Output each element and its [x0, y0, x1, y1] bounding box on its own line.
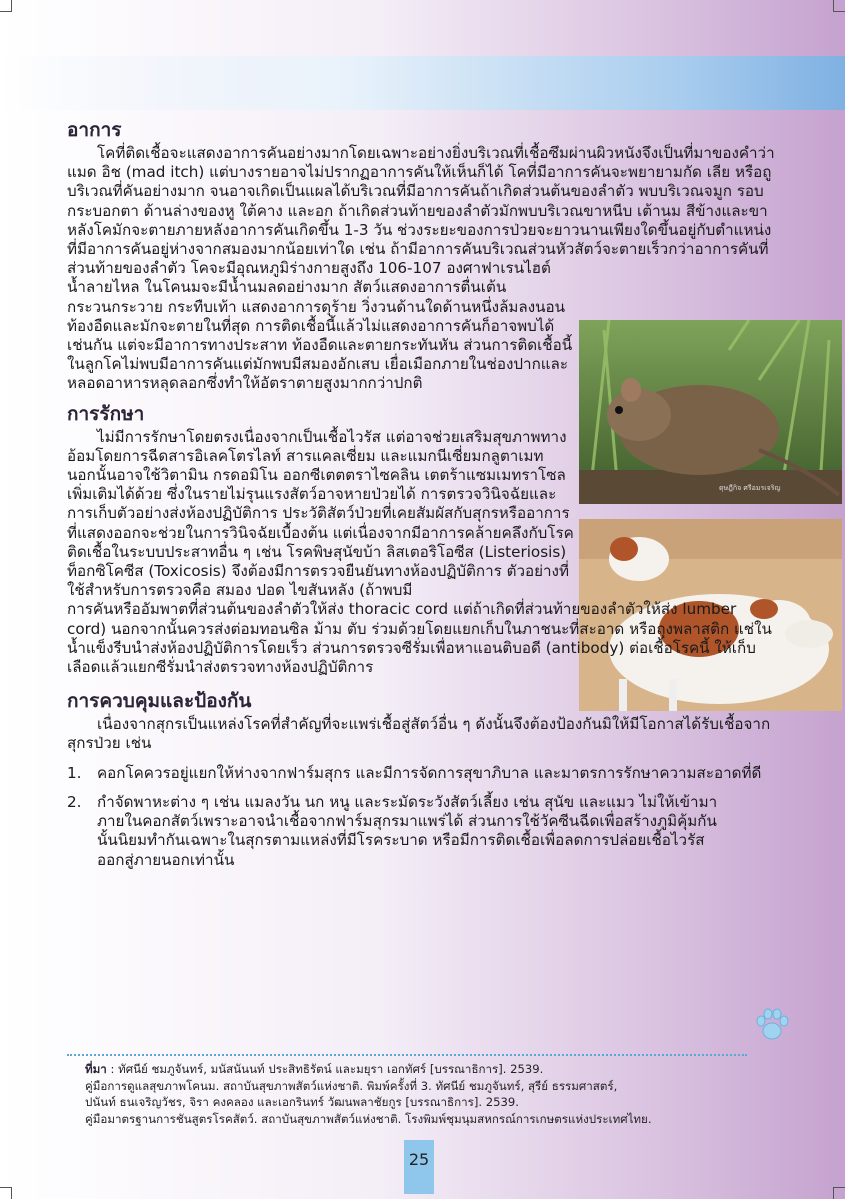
crop-mark [833, 11, 845, 12]
list-item [67, 764, 775, 783]
reference-line: ปนันท์ ธนเจริญวัชร, จิรา คงคลอง และเอกรินทร์ วัฒนพลาชัยกูร [บรรณาธิการ]. 2539. [85, 1095, 519, 1109]
crop-mark [0, 11, 12, 12]
page-number: 25 [404, 1140, 434, 1194]
page-content [67, 110, 775, 880]
symptoms-paragraph-2: น้ำลายไหล ในโคนมจะมีน้ำนมลดอย่างมาก สัตว์แสดงอาการตื่นเต้นกระวนกระวาย กระทืบเท้า แสดงอาการดุร้าย วิ่งวนด้านใดด้านหนึ่งล้มลงนอน ท้องอืดและมักจะตายในที่สุด การติดเชื้อนี้แล้วไม่แสดงอาการคันก็อาจพบได้เช่นกัน แต่จะมีอาการทางประสาท ท้องอืดและตายกระทันหัน ส่วนการติดเชื้อนี้ในลูกโคไม่พบมีอาการคันแต่มักพบมีสมองอักเสบ เยื่อเมือกภายในช่องปากและหลอดอาหารหลุดลอกซึ่งทำให้อัตราตายสูงมากกว่าปกติ [67, 278, 573, 393]
header-band [0, 56, 845, 110]
treatment-heading: การรักษา [67, 402, 145, 425]
list-item-number: 2. [67, 792, 82, 811]
references-divider [67, 1054, 747, 1056]
crop-mark [11, 1187, 12, 1199]
reference-line: คู่มือมาตรฐานการชันสูตรโรคสัตว์. สถาบันสุขภาพสัตว์แห่งชาติ. โรงพิมพ์ชุมนุมสหกรณ์การเกษตรแห่งประเทศไทย. [85, 1111, 652, 1126]
crop-mark [833, 1187, 845, 1188]
references-label: ที่มา [85, 1062, 107, 1076]
list-item-number: 1. [67, 763, 82, 782]
crop-mark [833, 1187, 834, 1199]
symptoms-paragraph-1: โคที่ติดเชื้อจะแสดงอาการคันอย่างมากโดยเฉพาะอย่างยิ่งบริเวณที่เชื้อซึมผ่านผิวหนังจึงเป็นที่มาของคำว่า แมด อิช (mad itch) แต่บางรายอาจไม่ปรากฏอาการคันให้เห็นก็ได้ โคที่มีอาการคันจะพยายามกัด เลีย หรือถูบริเวณที่คันอย่างมาก จนอาจเกิดเป็นแผลได้บริเวณที่มีอาการคันถ้าเกิดส่วนต้นของลำตัว พบบริเวณจมูก รอบกระบอกตา ด้านล่างของหู ใต้คาง และอก ถ้าเกิดส่วนท้ายของลำตัวมักพบบริเวณขาหนีบ เต้านม สีข้างและขาหลังโคมักจะตายภายหลังอาการคันเกิดขึ้น 1-3 วัน ช่วงระยะของการป่วยจะยาวนานเพียงใดขึ้นอยู่กับตำแหน่งที่มีอาการคันอยู่ห่างจากสมองมากน้อยเท่าใด เช่น ถ้ามีอาการคันบริเวณส่วนหัวสัตว์จะตายเร็วกว่าอาการคันที่ส่วนท้ายของลำตัว โคจะมีอุณหภูมิร่างกายสูงถึง 106-107 องศาฟาเรนไฮต์ [67, 144, 775, 278]
prevention-list [67, 764, 775, 870]
reference-line: : ทัศนีย์ ชมภูจันทร์, มนัสนันนท์ ประสิทธิรัตน์ และมยุรา เอกทัศร์ [บรรณาธิการ]. 2539. [110, 1062, 544, 1076]
list-item [67, 793, 775, 870]
reference-line: คู่มือการดูแลสุขภาพโคนม. สถาบันสุขภาพสัตว์แห่งชาติ. พิมพ์ครั้งที่ 3. ทัศนีย์ ชมภูจันทร์, สุรีย์ ธรรมศาสตร์, [85, 1078, 618, 1093]
list-item-text: คอกโคควรอยู่แยกให้ห่างจากฟาร์มสุกร และมีการจัดการสุขาภิบาล และมาตรการรักษาความสะอาดที่ดี [97, 763, 762, 782]
prevention-heading: การควบคุมและป้องกัน [67, 690, 252, 713]
crop-mark [0, 1187, 12, 1188]
photo-credit: ดุษฎีกิจ ศรีอมรเจริญ [719, 484, 781, 492]
treatment-paragraph-2: การคันหรืออัมพาตที่ส่วนต้นของลำตัวให้ส่ง thoracic cord แต่ถ้าเกิดที่ส่วนท้ายของลำตัวให้ส่ง lumber cord) นอกจากนั้นควรส่งต่อมทอนซิล ม้าม ตับ ร่วมด้วยโดยแยกเก็บในภาชนะที่สะอาด หรือถุงพลาสติก แช่ในน้ำแข็งรีบนำส่งห้องปฏิบัติการโดยเร็ว ส่วนการตรวจซีรั่มเพื่อหาแอนติบอดี (antibody) ต่อเชื้อโรคนี้ ให้เก็บเลือดแล้วแยกซีรั่มนำส่งตรวจทางห้องปฏิบัติการ [67, 600, 772, 677]
references [85, 1061, 785, 1127]
list-item-text: กำจัดพาหะต่าง ๆ เช่น แมลงวัน นก หนู และระมัดระวังสัตว์เลี้ยง เช่น สุนัข และแมว ไม่ให้เข้ามาภายในคอกสัตว์เพราะอาจนำเชื้อจากฟาร์มสุกรมาแพร่ได้ ส่วนการใช้วัคซีนฉีดเพื่อสร้างภูมิคุ้มกันนั้นนิยมทำกันเฉพาะในสุกรตามแหล่งที่มีโรคระบาด หรือมีการติดเชื้อเพื่อลดการปล่อยเชื้อไวรัสออกสู่ภายนอกเท่านั้น [97, 792, 718, 869]
treatment-paragraph-1: ไม่มีการรักษาโดยตรงเนื่องจากเป็นเชื้อไวรัส แต่อาจช่วยเสริมสุขภาพทางอ้อมโดยการฉีดสารอิเลคโตรไลท์ สารแคลเซี่ยม และแมกนีเซี่ยมกลูตาเมท นอกนั้นอาจใช้วิตามิน กรดอมิโน ออกซีเตตตราไซคลิน เตตร้าแซมเมทราโซล เพิ่มเติมได้ด้วย ซึ่งในรายไม่รุนแรงสัตว์อาจหายป่วยได้ การตรวจวินิจฉัยและการเก็บตัวอย่างส่งห้องปฏิบัติการ ประวัติสัตว์ป่วยที่เคยสัมผัสกับสุกรหรืออาการที่แสดงออกจะช่วยในการวินิจฉัยเบื้องต้น แต่เนื่องจากมีอาการคล้ายคลึงกับโรคติดเชื้อในระบบประสาทอื่น ๆ เช่น โรคพิษสุนัขบ้า ลิสเตอริโอซีส (Listeriosis) ท็อกซิโคซีส (Toxicosis) จึงต้องมีการตรวจยืนยันทางห้องปฏิบัติการ ตัวอย่างที่ใช้สำหรับการตรวจคือ สมอง ปอด ไขสันหลัง (ถ้าพบมี [67, 427, 574, 600]
prevention-intro: เนื่องจากสุกรเป็นแหล่งโรคที่สำคัญที่จะแพร่เชื้อสู่สัตว์อื่น ๆ ดังนั้นจึงต้องป้องกันมิให้มีโอกาสได้รับเชื้อจากสุกรป่วย เช่น [67, 715, 771, 753]
paw-icon [752, 1004, 792, 1044]
symptoms-heading: อาการ [67, 119, 122, 141]
